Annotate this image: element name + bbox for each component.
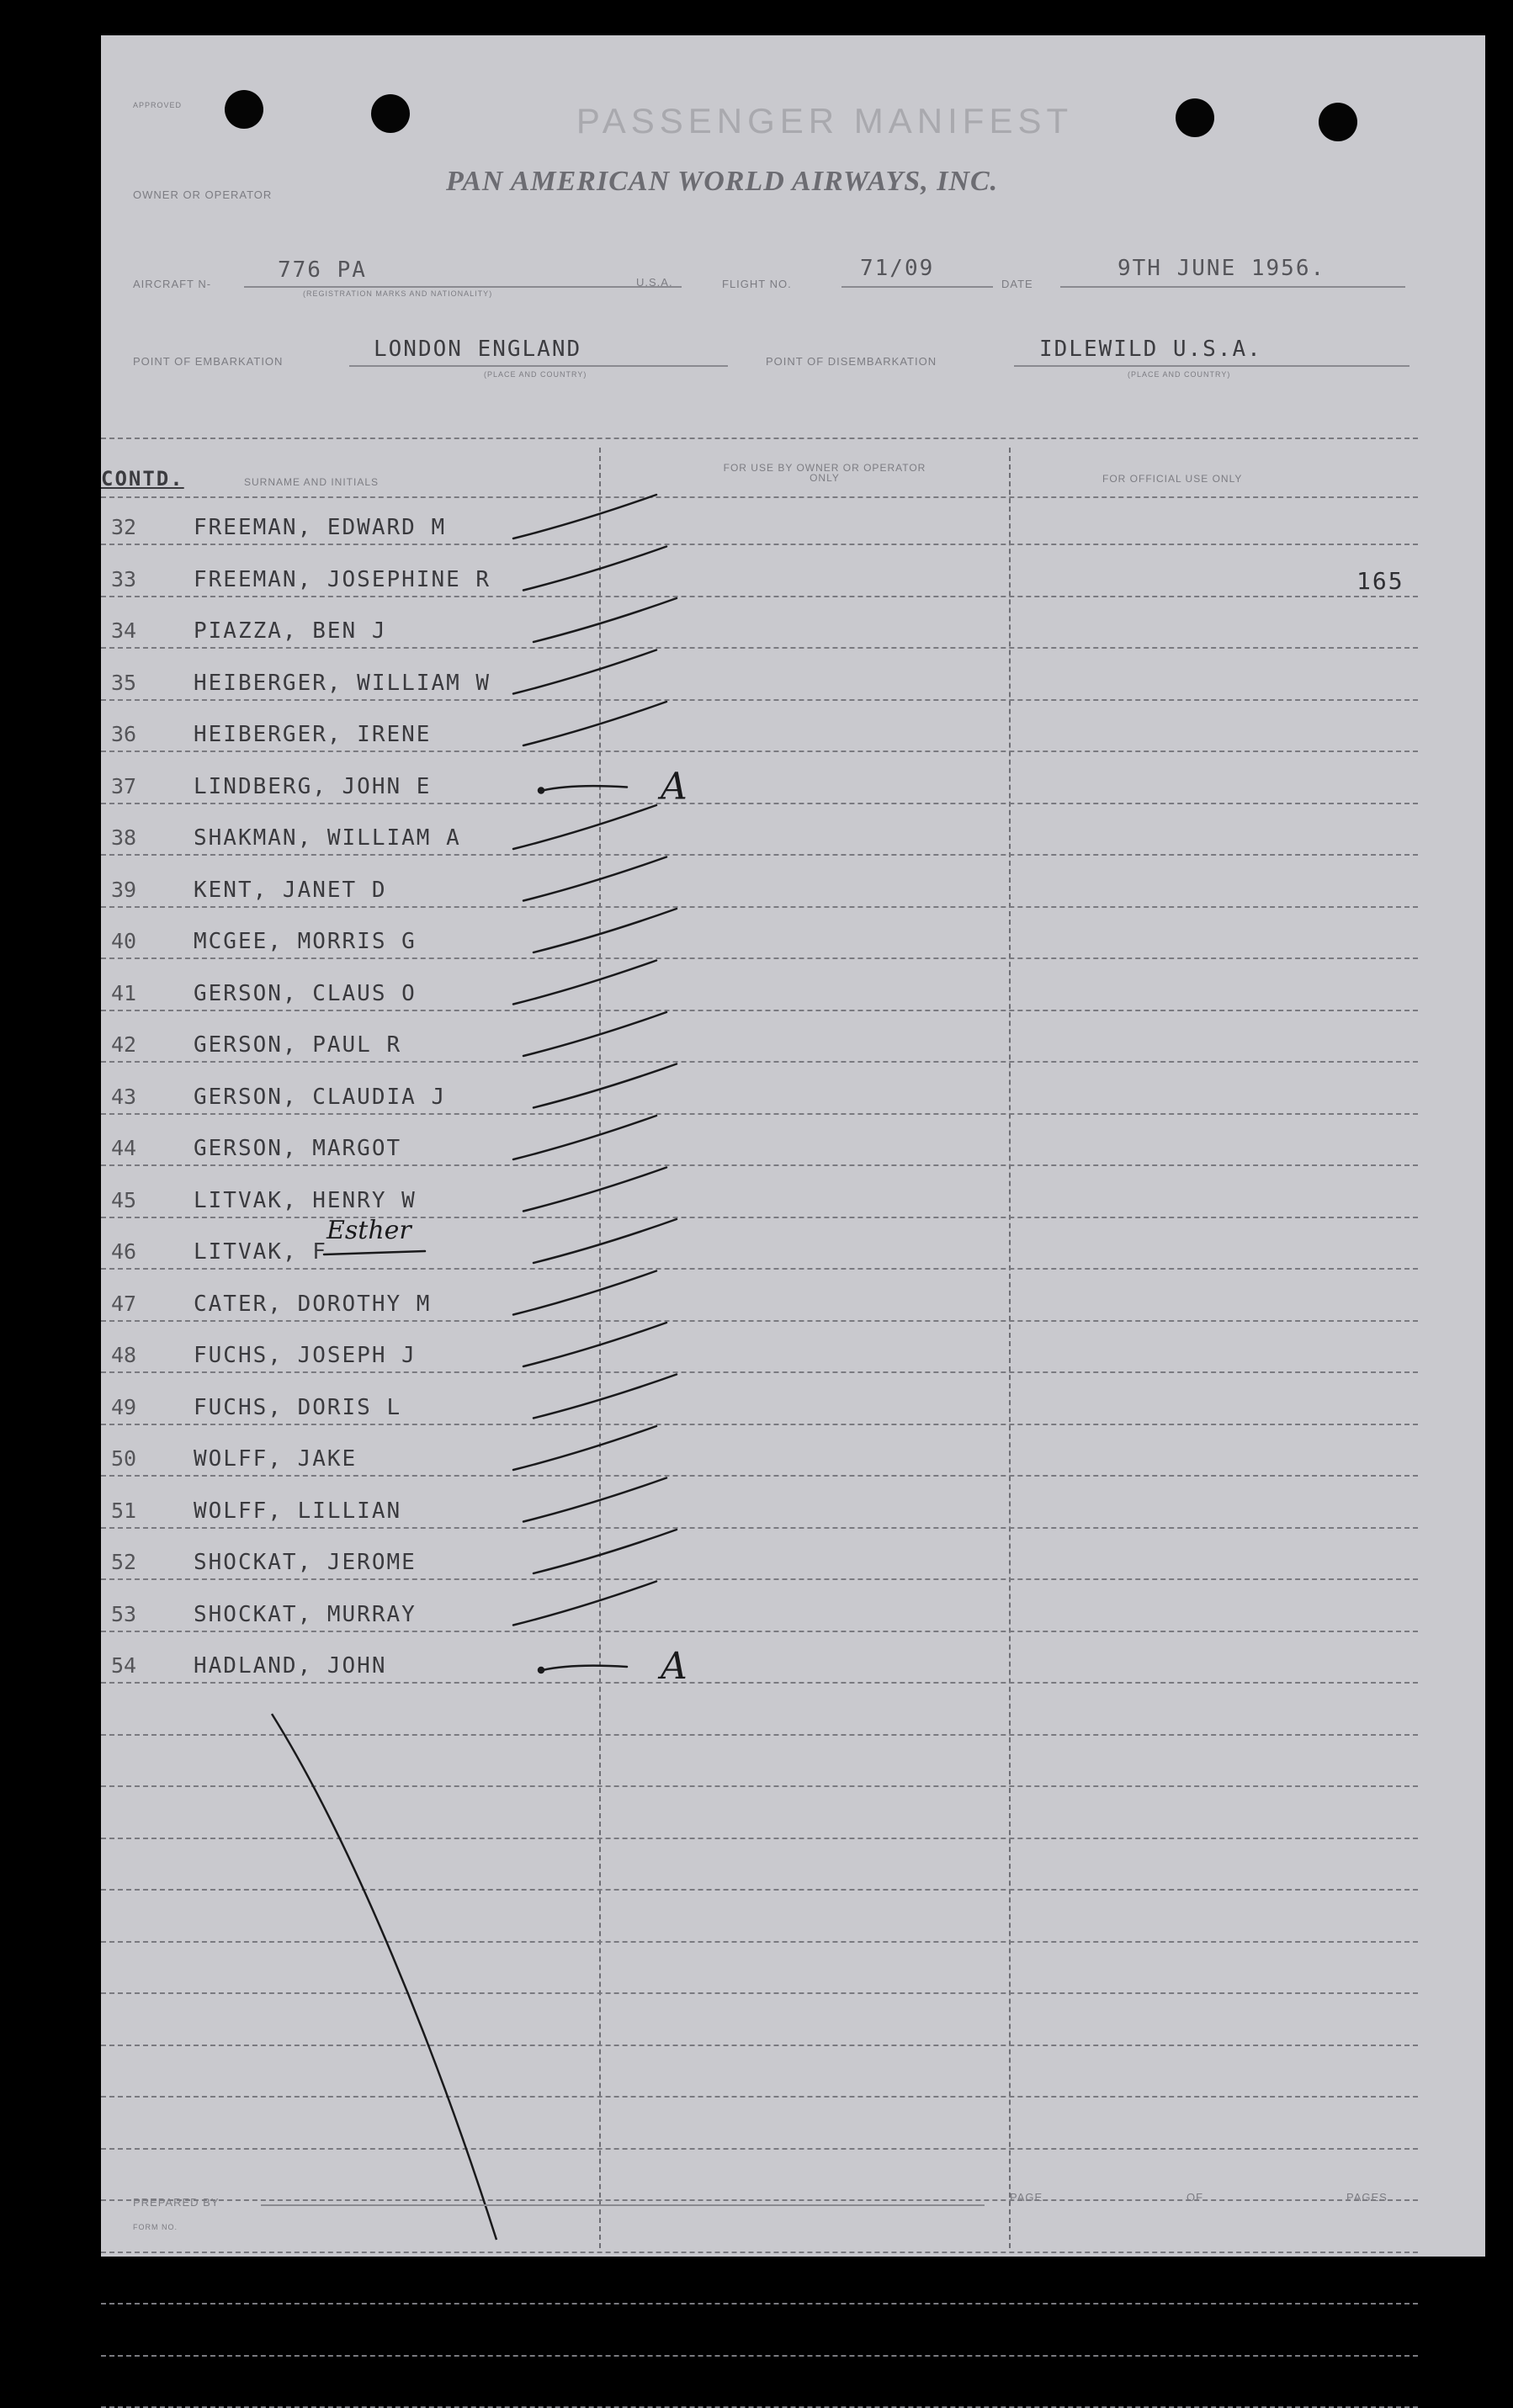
flight-label: FLIGHT NO. bbox=[722, 278, 792, 290]
disembark-caption: (PLACE AND COUNTRY) bbox=[1128, 370, 1231, 379]
passenger-name: WOLFF, LILLIAN bbox=[194, 1498, 402, 1524]
country-label: U.S.A. bbox=[636, 276, 673, 289]
names-column-header: SURNAME AND INITIALS bbox=[244, 476, 380, 488]
aircraft-caption: (REGISTRATION MARKS AND NATIONALITY) bbox=[303, 289, 493, 298]
tick-mark bbox=[534, 1064, 677, 1108]
passenger-name: GERSON, CLAUS O bbox=[194, 980, 417, 1006]
passenger-number: 35 bbox=[111, 670, 137, 695]
tick-mark bbox=[523, 547, 666, 591]
diagonal-strike-line bbox=[272, 1714, 496, 2240]
passenger-name: LINDBERG, JOHN E bbox=[194, 773, 432, 799]
passenger-name: HEIBERGER, WILLIAM W bbox=[194, 670, 491, 696]
ink-dot bbox=[539, 1668, 544, 1673]
owner-label: OWNER OR OPERATOR bbox=[133, 188, 273, 201]
manifest-title: PASSENGER MANIFEST bbox=[576, 101, 1074, 141]
tick-mark bbox=[523, 857, 666, 901]
handwritten-ticks bbox=[101, 35, 1485, 2257]
tick-mark bbox=[513, 1582, 656, 1626]
passenger-name: LITVAK, HENRY W bbox=[194, 1187, 417, 1213]
passenger-number: 48 bbox=[111, 1343, 137, 1367]
passenger-number: 38 bbox=[111, 825, 137, 850]
handwritten-mark: A bbox=[661, 1645, 687, 1688]
passenger-name: FUCHS, DORIS L bbox=[194, 1394, 402, 1420]
passenger-number: 41 bbox=[111, 980, 137, 1005]
tick-mark bbox=[523, 702, 666, 745]
passenger-number: 46 bbox=[111, 1239, 137, 1264]
passenger-number: 43 bbox=[111, 1084, 137, 1109]
official-note: 165 bbox=[1356, 567, 1404, 595]
flight-number: 71/09 bbox=[860, 256, 935, 281]
official-use-column-header: FOR OFFICIAL USE ONLY bbox=[1102, 473, 1243, 485]
passenger-number: 37 bbox=[111, 773, 137, 798]
passenger-number: 42 bbox=[111, 1032, 137, 1057]
passenger-number: 40 bbox=[111, 929, 137, 953]
tick-mark bbox=[513, 1116, 656, 1159]
aircraft-registration: 776 PA bbox=[278, 257, 367, 283]
embark-label: POINT OF EMBARKATION bbox=[133, 355, 284, 368]
operator-name: PAN AMERICAN WORLD AIRWAYS, INC. bbox=[446, 166, 999, 197]
ink-dot bbox=[539, 788, 544, 793]
tick-mark bbox=[534, 1219, 677, 1263]
passenger-name: SHOCKAT, JEROME bbox=[194, 1550, 417, 1575]
passenger-number: 50 bbox=[111, 1446, 137, 1471]
passenger-name: HEIBERGER, IRENE bbox=[194, 722, 432, 747]
tick-mark bbox=[543, 1666, 627, 1670]
passenger-name: MCGEE, MORRIS G bbox=[194, 929, 417, 954]
date-value: 9TH JUNE 1956. bbox=[1117, 256, 1326, 281]
tick-mark bbox=[513, 961, 656, 1005]
passenger-number: 45 bbox=[111, 1187, 137, 1212]
passenger-name: FUCHS, JOSEPH J bbox=[194, 1343, 417, 1368]
disembark-value: IDLEWILD U.S.A. bbox=[1039, 337, 1262, 362]
embark-value: LONDON ENGLAND bbox=[374, 337, 582, 362]
tick-mark bbox=[523, 1478, 666, 1522]
embark-caption: (PLACE AND COUNTRY) bbox=[484, 370, 587, 379]
strikeout-line bbox=[324, 1251, 425, 1254]
tick-mark bbox=[523, 1168, 666, 1212]
handwritten-mark: A bbox=[661, 765, 687, 809]
tick-mark bbox=[534, 1530, 677, 1573]
passenger-name: WOLFF, JAKE bbox=[194, 1446, 358, 1472]
passenger-number: 47 bbox=[111, 1291, 137, 1316]
page-label: PAGE bbox=[1010, 2191, 1043, 2204]
passenger-number: 49 bbox=[111, 1394, 137, 1419]
tick-mark bbox=[513, 805, 656, 849]
disembark-label: POINT OF DISEMBARKATION bbox=[766, 355, 937, 368]
prepared-by-line bbox=[261, 2204, 985, 2206]
passenger-number: 52 bbox=[111, 1550, 137, 1574]
handwritten-correction: Esther bbox=[326, 1216, 411, 1245]
passenger-number: 53 bbox=[111, 1601, 137, 1626]
tick-mark bbox=[543, 786, 627, 790]
passenger-name: LITVAK, F bbox=[194, 1239, 327, 1265]
passenger-number: 34 bbox=[111, 618, 137, 643]
owner-use-column-header: FOR USE BY OWNER OR OPERATOR ONLY bbox=[723, 462, 926, 484]
passenger-name: FREEMAN, JOSEPHINE R bbox=[194, 566, 491, 592]
passenger-name: GERSON, MARGOT bbox=[194, 1136, 402, 1161]
passenger-number: 39 bbox=[111, 877, 137, 902]
passenger-name: CATER, DOROTHY M bbox=[194, 1291, 432, 1317]
passenger-number: 54 bbox=[111, 1653, 137, 1678]
tick-mark bbox=[534, 909, 677, 952]
passenger-number: 32 bbox=[111, 515, 137, 539]
tick-mark bbox=[513, 1426, 656, 1470]
manifest-sheet bbox=[101, 35, 1485, 2257]
contd-header: CONTD. bbox=[101, 467, 184, 491]
row-rule bbox=[101, 2303, 1418, 2305]
passenger-name: GERSON, CLAUDIA J bbox=[194, 1084, 447, 1110]
date-label: DATE bbox=[1001, 278, 1033, 290]
passenger-name: GERSON, PAUL R bbox=[194, 1032, 402, 1058]
tick-mark bbox=[513, 650, 656, 694]
tick-mark bbox=[513, 1271, 656, 1315]
tick-mark bbox=[523, 1012, 666, 1056]
approved-stamp: APPROVED bbox=[133, 101, 183, 109]
passenger-number: 36 bbox=[111, 722, 137, 746]
form-number: FORM NO. bbox=[133, 2223, 178, 2231]
aircraft-label: AIRCRAFT N- bbox=[133, 278, 212, 290]
passenger-number: 51 bbox=[111, 1498, 137, 1523]
tick-mark bbox=[513, 495, 656, 538]
pages-label: PAGES bbox=[1346, 2191, 1388, 2204]
passenger-name: SHOCKAT, MURRAY bbox=[194, 1601, 417, 1627]
of-label: OF bbox=[1187, 2191, 1204, 2204]
tick-mark bbox=[534, 598, 677, 642]
prepared-by-label: PREPARED BY bbox=[133, 2196, 220, 2209]
passenger-name: HADLAND, JOHN bbox=[194, 1653, 387, 1679]
passenger-name: PIAZZA, BEN J bbox=[194, 618, 387, 644]
passenger-number: 33 bbox=[111, 566, 137, 591]
passenger-name: SHAKMAN, WILLIAM A bbox=[194, 825, 461, 851]
tick-mark bbox=[534, 1375, 677, 1419]
passenger-name: KENT, JANET D bbox=[194, 877, 387, 903]
row-rule bbox=[101, 2355, 1418, 2357]
passenger-name: FREEMAN, EDWARD M bbox=[194, 515, 447, 540]
passenger-number: 44 bbox=[111, 1136, 137, 1160]
tick-mark bbox=[523, 1323, 666, 1366]
